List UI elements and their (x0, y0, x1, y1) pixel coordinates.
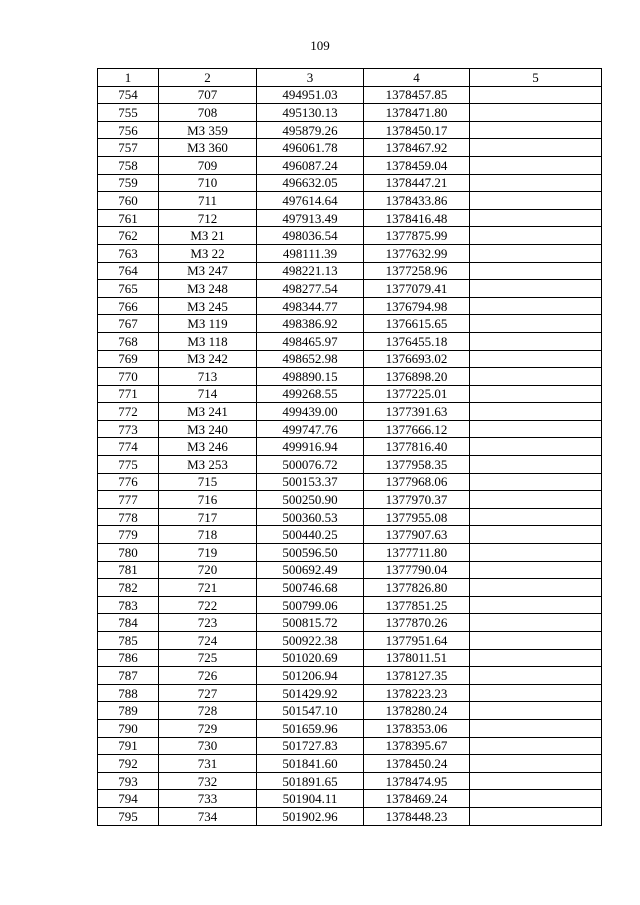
cell-row-index: 779 (98, 526, 159, 544)
cell-row-index: 774 (98, 438, 159, 456)
cell-row-index: 768 (98, 332, 159, 350)
cell-note (470, 737, 602, 755)
cell-y-coordinate: 1377079.41 (364, 280, 470, 298)
table-row (98, 719, 602, 737)
table-row (98, 667, 602, 685)
cell-x-coordinate: 498221.13 (257, 262, 364, 280)
cell-row-index: 786 (98, 649, 159, 667)
cell-point-id: 718 (159, 526, 257, 544)
cell-x-coordinate: 494951.03 (257, 86, 364, 104)
cell-row-index: 791 (98, 737, 159, 755)
cell-note (470, 244, 602, 262)
cell-row-index: 790 (98, 719, 159, 737)
cell-y-coordinate: 1378459.04 (364, 156, 470, 174)
cell-point-id: 715 (159, 473, 257, 491)
table-row (98, 420, 602, 438)
cell-x-coordinate: 501902.96 (257, 807, 364, 825)
cell-y-coordinate: 1378457.85 (364, 86, 470, 104)
cell-y-coordinate: 1377826.80 (364, 579, 470, 597)
cell-point-id: 733 (159, 790, 257, 808)
table-row (98, 508, 602, 526)
cell-x-coordinate: 498277.54 (257, 280, 364, 298)
cell-note (470, 649, 602, 667)
cell-row-index: 787 (98, 667, 159, 685)
table-row (98, 121, 602, 139)
cell-y-coordinate: 1378467.92 (364, 139, 470, 157)
table-row (98, 104, 602, 122)
table-row (98, 473, 602, 491)
cell-point-id: МЗ 242 (159, 350, 257, 368)
cell-row-index: 785 (98, 632, 159, 650)
page-number: 109 (310, 38, 330, 53)
cell-note (470, 632, 602, 650)
cell-y-coordinate: 1376898.20 (364, 368, 470, 386)
cell-x-coordinate: 498036.54 (257, 227, 364, 245)
cell-x-coordinate: 500922.38 (257, 632, 364, 650)
cell-x-coordinate: 501429.92 (257, 684, 364, 702)
cell-row-index: 778 (98, 508, 159, 526)
cell-note (470, 719, 602, 737)
cell-note (470, 121, 602, 139)
cell-note (470, 156, 602, 174)
cell-point-id: МЗ 359 (159, 121, 257, 139)
cell-x-coordinate: 495130.13 (257, 104, 364, 122)
cell-x-coordinate: 498344.77 (257, 297, 364, 315)
cell-note (470, 403, 602, 421)
table-header (98, 69, 602, 87)
cell-y-coordinate: 1378474.95 (364, 772, 470, 790)
cell-x-coordinate: 498465.97 (257, 332, 364, 350)
cell-x-coordinate: 501727.83 (257, 737, 364, 755)
cell-x-coordinate: 496087.24 (257, 156, 364, 174)
cell-row-index: 773 (98, 420, 159, 438)
cell-x-coordinate: 496632.05 (257, 174, 364, 192)
cell-row-index: 792 (98, 755, 159, 773)
header-cell-col-4: 4 (364, 69, 470, 87)
cell-point-id: МЗ 248 (159, 280, 257, 298)
cell-row-index: 795 (98, 807, 159, 825)
cell-x-coordinate: 498111.39 (257, 244, 364, 262)
cell-note (470, 456, 602, 474)
cell-note (470, 174, 602, 192)
cell-y-coordinate: 1376794.98 (364, 297, 470, 315)
cell-point-id: 719 (159, 544, 257, 562)
table-row (98, 174, 602, 192)
table-row (98, 227, 602, 245)
cell-y-coordinate: 1377711.80 (364, 544, 470, 562)
cell-note (470, 297, 602, 315)
table-row (98, 491, 602, 509)
cell-note (470, 227, 602, 245)
cell-x-coordinate: 501547.10 (257, 702, 364, 720)
cell-point-id: 714 (159, 385, 257, 403)
table-row (98, 649, 602, 667)
cell-x-coordinate: 501206.94 (257, 667, 364, 685)
cell-point-id: 712 (159, 209, 257, 227)
cell-note (470, 104, 602, 122)
cell-row-index: 765 (98, 280, 159, 298)
cell-y-coordinate: 1376693.02 (364, 350, 470, 368)
cell-row-index: 764 (98, 262, 159, 280)
table-row (98, 385, 602, 403)
cell-row-index: 761 (98, 209, 159, 227)
cell-row-index: 759 (98, 174, 159, 192)
cell-x-coordinate: 500360.53 (257, 508, 364, 526)
cell-point-id: 709 (159, 156, 257, 174)
table-row (98, 737, 602, 755)
cell-x-coordinate: 500596.50 (257, 544, 364, 562)
cell-x-coordinate: 501659.96 (257, 719, 364, 737)
cell-row-index: 783 (98, 596, 159, 614)
cell-point-id: 730 (159, 737, 257, 755)
cell-y-coordinate: 1377958.35 (364, 456, 470, 474)
cell-note (470, 561, 602, 579)
table-row (98, 579, 602, 597)
cell-note (470, 579, 602, 597)
cell-note (470, 385, 602, 403)
header-cell-col-2: 2 (159, 69, 257, 87)
table-row (98, 368, 602, 386)
cell-note (470, 807, 602, 825)
header-row (98, 69, 602, 87)
cell-point-id: МЗ 241 (159, 403, 257, 421)
cell-row-index: 789 (98, 702, 159, 720)
cell-row-index: 777 (98, 491, 159, 509)
table-row (98, 403, 602, 421)
cell-x-coordinate: 501841.60 (257, 755, 364, 773)
cell-x-coordinate: 501020.69 (257, 649, 364, 667)
cell-x-coordinate: 501891.65 (257, 772, 364, 790)
cell-point-id: МЗ 245 (159, 297, 257, 315)
cell-row-index: 793 (98, 772, 159, 790)
cell-x-coordinate: 501904.11 (257, 790, 364, 808)
cell-y-coordinate: 1378127.35 (364, 667, 470, 685)
cell-point-id: 717 (159, 508, 257, 526)
cell-point-id: 711 (159, 192, 257, 210)
cell-y-coordinate: 1377875.99 (364, 227, 470, 245)
cell-y-coordinate: 1378353.06 (364, 719, 470, 737)
cell-y-coordinate: 1377391.63 (364, 403, 470, 421)
cell-x-coordinate: 500746.68 (257, 579, 364, 597)
cell-note (470, 315, 602, 333)
cell-point-id: 722 (159, 596, 257, 614)
cell-y-coordinate: 1378395.67 (364, 737, 470, 755)
cell-note (470, 86, 602, 104)
cell-note (470, 438, 602, 456)
cell-y-coordinate: 1378450.24 (364, 755, 470, 773)
cell-row-index: 760 (98, 192, 159, 210)
cell-x-coordinate: 496061.78 (257, 139, 364, 157)
cell-x-coordinate: 500815.72 (257, 614, 364, 632)
table-row (98, 280, 602, 298)
cell-point-id: МЗ 240 (159, 420, 257, 438)
table-row (98, 350, 602, 368)
cell-point-id: 723 (159, 614, 257, 632)
cell-x-coordinate: 500076.72 (257, 456, 364, 474)
cell-note (470, 772, 602, 790)
cell-x-coordinate: 500692.49 (257, 561, 364, 579)
cell-row-index: 770 (98, 368, 159, 386)
cell-note (470, 332, 602, 350)
cell-x-coordinate: 497614.64 (257, 192, 364, 210)
cell-y-coordinate: 1377225.01 (364, 385, 470, 403)
cell-x-coordinate: 499268.55 (257, 385, 364, 403)
cell-y-coordinate: 1377666.12 (364, 420, 470, 438)
cell-y-coordinate: 1378447.21 (364, 174, 470, 192)
cell-note (470, 368, 602, 386)
cell-y-coordinate: 1378471.80 (364, 104, 470, 122)
cell-y-coordinate: 1377851.25 (364, 596, 470, 614)
cell-x-coordinate: 500250.90 (257, 491, 364, 509)
table-row (98, 632, 602, 650)
cell-y-coordinate: 1377907.63 (364, 526, 470, 544)
cell-y-coordinate: 1376615.65 (364, 315, 470, 333)
cell-row-index: 754 (98, 86, 159, 104)
cell-note (470, 596, 602, 614)
cell-y-coordinate: 1378448.23 (364, 807, 470, 825)
cell-y-coordinate: 1376455.18 (364, 332, 470, 350)
cell-y-coordinate: 1378433.86 (364, 192, 470, 210)
table-row (98, 561, 602, 579)
cell-point-id: МЗ 21 (159, 227, 257, 245)
table-row (98, 596, 602, 614)
cell-row-index: 781 (98, 561, 159, 579)
cell-point-id: МЗ 119 (159, 315, 257, 333)
cell-note (470, 473, 602, 491)
table-row (98, 807, 602, 825)
cell-row-index: 755 (98, 104, 159, 122)
table-row (98, 209, 602, 227)
cell-x-coordinate: 499439.00 (257, 403, 364, 421)
cell-x-coordinate: 500799.06 (257, 596, 364, 614)
cell-note (470, 280, 602, 298)
cell-note (470, 508, 602, 526)
cell-point-id: 726 (159, 667, 257, 685)
cell-point-id: МЗ 253 (159, 456, 257, 474)
cell-note (470, 350, 602, 368)
cell-point-id: 729 (159, 719, 257, 737)
cell-row-index: 766 (98, 297, 159, 315)
cell-y-coordinate: 1378416.48 (364, 209, 470, 227)
cell-row-index: 776 (98, 473, 159, 491)
table-row (98, 702, 602, 720)
coordinates-table (97, 68, 602, 826)
cell-point-id: 725 (159, 649, 257, 667)
cell-y-coordinate: 1377632.99 (364, 244, 470, 262)
cell-row-index: 775 (98, 456, 159, 474)
cell-note (470, 139, 602, 157)
cell-y-coordinate: 1378223.23 (364, 684, 470, 702)
table-row (98, 139, 602, 157)
cell-y-coordinate: 1377955.08 (364, 508, 470, 526)
cell-point-id: 721 (159, 579, 257, 597)
cell-point-id: 710 (159, 174, 257, 192)
cell-point-id: МЗ 22 (159, 244, 257, 262)
cell-y-coordinate: 1377258.96 (364, 262, 470, 280)
cell-note (470, 702, 602, 720)
cell-point-id: 732 (159, 772, 257, 790)
cell-x-coordinate: 498386.92 (257, 315, 364, 333)
cell-y-coordinate: 1377870.26 (364, 614, 470, 632)
cell-row-index: 763 (98, 244, 159, 262)
table-row (98, 526, 602, 544)
cell-x-coordinate: 495879.26 (257, 121, 364, 139)
cell-row-index: 756 (98, 121, 159, 139)
cell-y-coordinate: 1377951.64 (364, 632, 470, 650)
cell-note (470, 790, 602, 808)
header-cell-col-3: 3 (257, 69, 364, 87)
cell-note (470, 420, 602, 438)
cell-point-id: 713 (159, 368, 257, 386)
table-row (98, 262, 602, 280)
header-cell-col-5: 5 (470, 69, 602, 87)
cell-row-index: 762 (98, 227, 159, 245)
cell-point-id: МЗ 247 (159, 262, 257, 280)
cell-note (470, 667, 602, 685)
table-row (98, 790, 602, 808)
cell-note (470, 544, 602, 562)
cell-note (470, 526, 602, 544)
cell-y-coordinate: 1377970.37 (364, 491, 470, 509)
cell-note (470, 262, 602, 280)
cell-x-coordinate: 500440.25 (257, 526, 364, 544)
cell-y-coordinate: 1377816.40 (364, 438, 470, 456)
table-row (98, 156, 602, 174)
cell-row-index: 780 (98, 544, 159, 562)
table-row (98, 456, 602, 474)
cell-row-index: 782 (98, 579, 159, 597)
cell-row-index: 757 (98, 139, 159, 157)
cell-point-id: 731 (159, 755, 257, 773)
cell-row-index: 767 (98, 315, 159, 333)
cell-point-id: 727 (159, 684, 257, 702)
table-row (98, 192, 602, 210)
cell-row-index: 769 (98, 350, 159, 368)
cell-x-coordinate: 498652.98 (257, 350, 364, 368)
cell-row-index: 771 (98, 385, 159, 403)
cell-y-coordinate: 1378280.24 (364, 702, 470, 720)
cell-row-index: 772 (98, 403, 159, 421)
cell-point-id: 720 (159, 561, 257, 579)
cell-y-coordinate: 1377968.06 (364, 473, 470, 491)
cell-x-coordinate: 499916.94 (257, 438, 364, 456)
cell-row-index: 784 (98, 614, 159, 632)
header-cell-col-1: 1 (98, 69, 159, 87)
table-row (98, 772, 602, 790)
cell-point-id: МЗ 360 (159, 139, 257, 157)
cell-row-index: 758 (98, 156, 159, 174)
cell-point-id: 724 (159, 632, 257, 650)
table-row (98, 332, 602, 350)
cell-point-id: 734 (159, 807, 257, 825)
cell-row-index: 794 (98, 790, 159, 808)
table-row (98, 755, 602, 773)
cell-note (470, 491, 602, 509)
cell-point-id: 708 (159, 104, 257, 122)
cell-note (470, 684, 602, 702)
table-row (98, 614, 602, 632)
table-row (98, 544, 602, 562)
table-row (98, 684, 602, 702)
table-row (98, 244, 602, 262)
cell-y-coordinate: 1378469.24 (364, 790, 470, 808)
cell-note (470, 614, 602, 632)
cell-note (470, 755, 602, 773)
cell-note (470, 192, 602, 210)
cell-x-coordinate: 499747.76 (257, 420, 364, 438)
table-row (98, 438, 602, 456)
table-row (98, 315, 602, 333)
table-body (98, 86, 602, 825)
cell-point-id: 728 (159, 702, 257, 720)
table-row (98, 86, 602, 104)
cell-x-coordinate: 500153.37 (257, 473, 364, 491)
table-row (98, 297, 602, 315)
cell-y-coordinate: 1378011.51 (364, 649, 470, 667)
cell-point-id: МЗ 118 (159, 332, 257, 350)
cell-point-id: 716 (159, 491, 257, 509)
cell-y-coordinate: 1377790.04 (364, 561, 470, 579)
cell-y-coordinate: 1378450.17 (364, 121, 470, 139)
cell-point-id: МЗ 246 (159, 438, 257, 456)
cell-note (470, 209, 602, 227)
cell-row-index: 788 (98, 684, 159, 702)
cell-x-coordinate: 498890.15 (257, 368, 364, 386)
cell-point-id: 707 (159, 86, 257, 104)
cell-x-coordinate: 497913.49 (257, 209, 364, 227)
